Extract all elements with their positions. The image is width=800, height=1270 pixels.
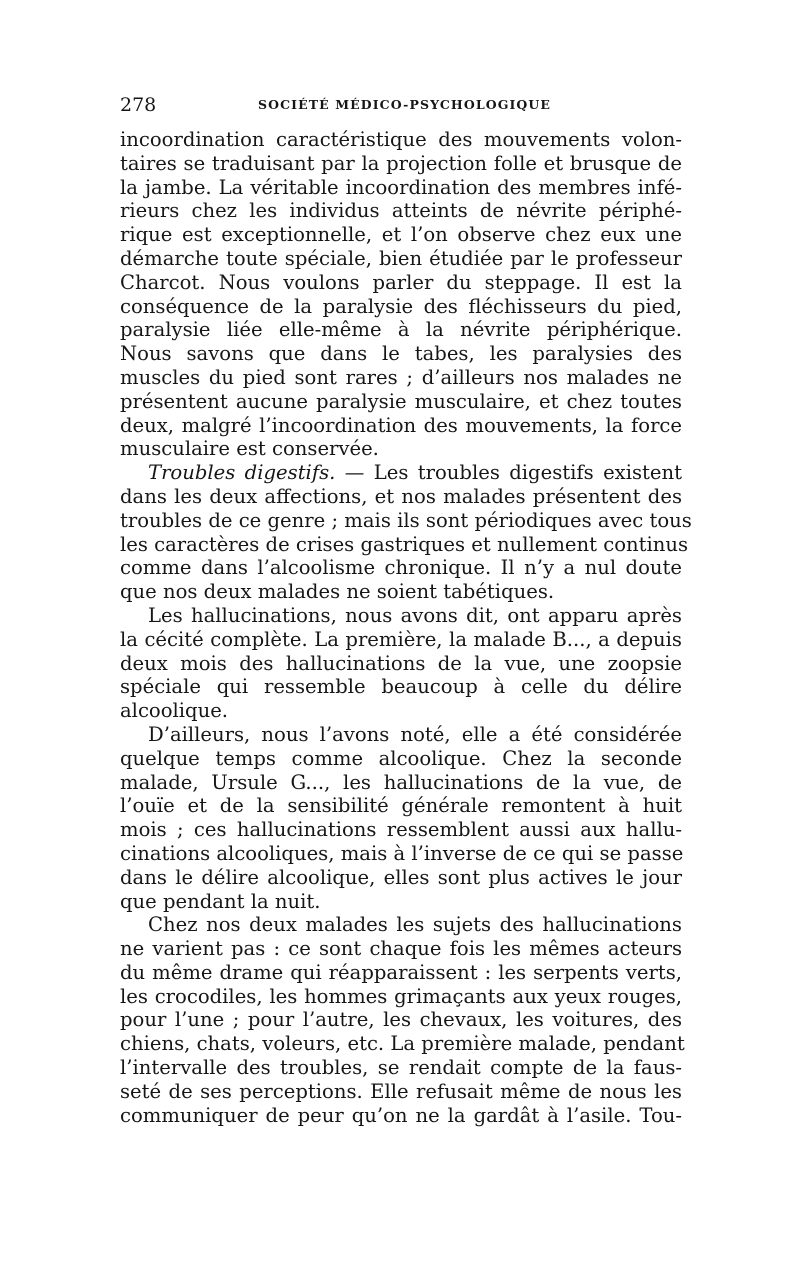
section-heading: Troubles digestifs. <box>148 461 336 485</box>
book-page <box>120 90 692 1127</box>
text-line: alcoolique. <box>120 699 229 723</box>
text-line: malade, Ursule G..., les hallucinations de la vue, de <box>120 770 682 794</box>
page-number: 278 <box>120 94 157 116</box>
text-line: D’ailleurs, nous l’avons noté, elle a été considérée <box>148 722 682 746</box>
running-title: SOCIÉTÉ MÉDICO-PSYCHOLOGIQUE <box>258 97 552 112</box>
text-line-with-heading <box>120 461 682 485</box>
text-line: ne varient pas : ce sont chaque fois les mêmes acteurs <box>120 937 682 961</box>
text-line: paralysie liée elle-même à la névrite périphérique. <box>120 318 682 342</box>
text-line: deux mois des hallucinations de la vue, une zoopsie <box>120 651 682 675</box>
text-line: cinations alcooliques, mais à l’inverse de ce qui se passe <box>120 841 684 865</box>
text-line: pour l’une ; pour l’autre, les chevaux, les voitures, des <box>120 1008 682 1032</box>
text-line: présentent aucune paralysie musculaire, et chez toutes <box>120 389 682 413</box>
text-line: seté de ses perceptions. Elle refusait même de nous les <box>120 1079 682 1103</box>
text-line: taires se traduisant par la projection folle et brusque de <box>120 151 682 175</box>
text-line: rique est exceptionnelle, et l’on observe chez eux une <box>120 223 682 247</box>
text-line: conséquence de la paralysie des fléchisseurs du pied, <box>120 294 682 318</box>
paragraph <box>120 723 682 913</box>
text-line: rieurs chez les individus atteints de névrite périphé- <box>120 199 682 223</box>
text-line: dans le délire alcoolique, elles sont plus actives le jour <box>120 865 682 889</box>
text-line: l’intervalle des troubles, se rendait compte de la faus- <box>120 1056 682 1080</box>
text-line: les crocodiles, les hommes grimaçants aux yeux rouges, <box>120 984 682 1008</box>
text-line: la cécité complète. La première, la malade B..., a depuis <box>120 627 682 651</box>
text-line: deux, malgré l’incoordination des mouvements, la force <box>120 413 682 437</box>
text-line: Nous savons que dans le tabes, les paralysies des <box>120 342 682 366</box>
text-line: incoordination caractéristique des mouvements volon- <box>120 128 682 151</box>
text-line: dans les deux affections, et nos malades présentent des <box>120 484 682 508</box>
text-line: que pendant la nuit. <box>120 889 321 913</box>
text-line: musculaire est conservée. <box>120 437 379 461</box>
text-line: Charcot. Nous voulons parler du steppage. Il est la <box>120 270 682 294</box>
text-line: Chez nos deux malades les sujets des hallucinations <box>148 913 682 937</box>
text-line: comme dans l’alcoolisme chronique. Il n’y a nul doute <box>120 556 682 580</box>
paragraph <box>120 128 682 461</box>
text-line: que nos deux malades ne soient tabétiques. <box>120 580 555 604</box>
paragraph <box>120 913 685 1127</box>
text-line: du même drame qui réapparaissent : les serpents verts, <box>120 960 682 984</box>
text-line: la jambe. La véritable incoordination des membres infé- <box>120 175 682 199</box>
text-line: quelque temps comme alcoolique. Chez la seconde <box>120 746 682 770</box>
running-header <box>120 90 682 120</box>
text-line: Les hallucinations, nous avons dit, ont apparu après <box>148 603 682 627</box>
paragraph <box>120 604 682 723</box>
text-line: chiens, chats, voleurs, etc. La première malade, pendant <box>120 1032 685 1056</box>
text-line: troubles de ce genre ; mais ils sont périodiques avec tous <box>120 508 692 532</box>
text-line: démarche toute spéciale, bien étudiée par le professeur <box>120 246 682 270</box>
text-fragment: — Les troubles digestifs existent <box>335 461 682 485</box>
paragraph <box>120 461 692 604</box>
text-line: muscles du pied sont rares ; d’ailleurs nos malades ne <box>120 365 682 389</box>
text-line: les caractères de crises gastriques et nullement continus <box>120 532 689 556</box>
text-line: mois ; ces hallucinations ressemblent aussi aux hallu- <box>120 818 682 842</box>
text-line: spéciale qui ressemble beaucoup à celle du délire <box>120 675 682 699</box>
text-line: l’ouïe et de la sensibilité générale remontent à huit <box>120 794 682 818</box>
text-line: communiquer de peur qu’on ne la gardât à l’asile. Tou- <box>120 1103 682 1127</box>
body-text <box>120 128 692 1127</box>
